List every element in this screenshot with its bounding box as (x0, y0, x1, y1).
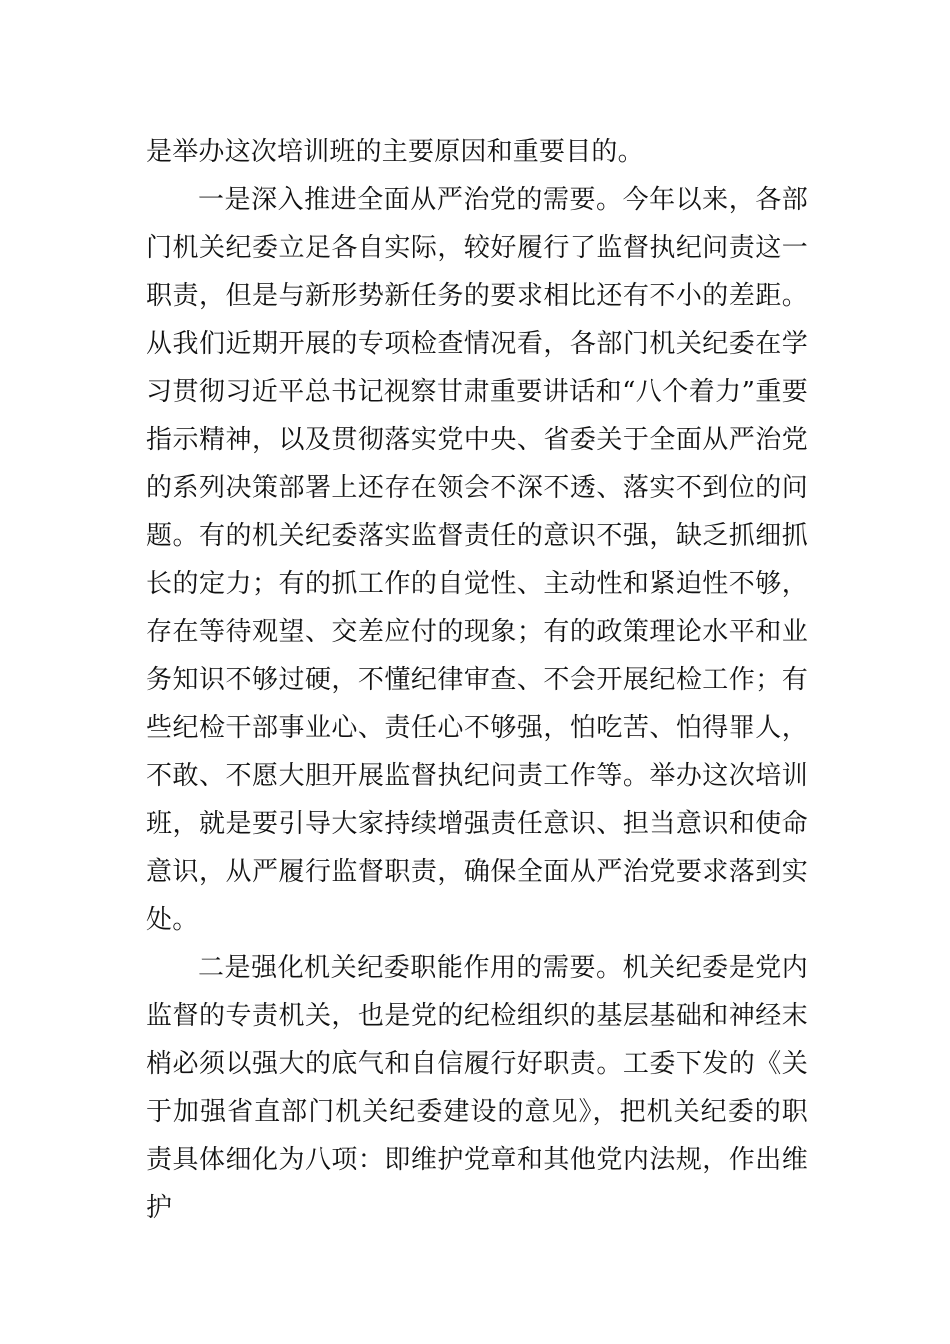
paragraph-continuation: 是举办这次培训班的主要原因和重要目的。 (146, 137, 644, 167)
paragraph-first-need: 一是深入推进全面从严治党的需要。今年以来，各部门机关纪委立足各自实际，较好履行了监督执纪问责这一职责，但是与新形势新任务的要求相比还有不小的差距。从我们近期开展的专项检查情况看，各部门机关纪委在学习贯彻习近平总书记视察甘肃重要讲话和“八个着力”重要指示精神，以及贯彻落实党中央、省委关于全面从严治党的系列决策部署上还存在领会不深不透、落实不到位的问题。有的机关纪委落实监督责任的意识不强，缺乏抓细抓长的定力；有的抓工作的自觉性、主动性和紧迫性不够，存在等待观望、交差应付的现象；有的政策理论水平和业务知识不够过硬，不懂纪律审查、不会开展纪检工作；有些纪检干部事业心、责任心不够强，怕吃苦、怕得罪人，不敢、不愿大胆开展监督执纪问责工作等。举办这次培训班，就是要引导大家持续增强责任意识、担当意识和使命意识，从严履行监督职责，确保全面从严治党要求落到实处。 (146, 185, 808, 935)
document-body (146, 128, 808, 1232)
paragraph-second-need: 二是强化机关纪委职能作用的需要。机关纪委是党内监督的专责机关，也是党的纪检组织的基层基础和神经末梢必须以强大的底气和自信履行好职责。工委下发的《关于加强省直部门机关纪委建设的意见》，把机关纪委的职责具体细化为八项：即维护党章和其他党内法规，作出维护 (146, 953, 808, 1223)
